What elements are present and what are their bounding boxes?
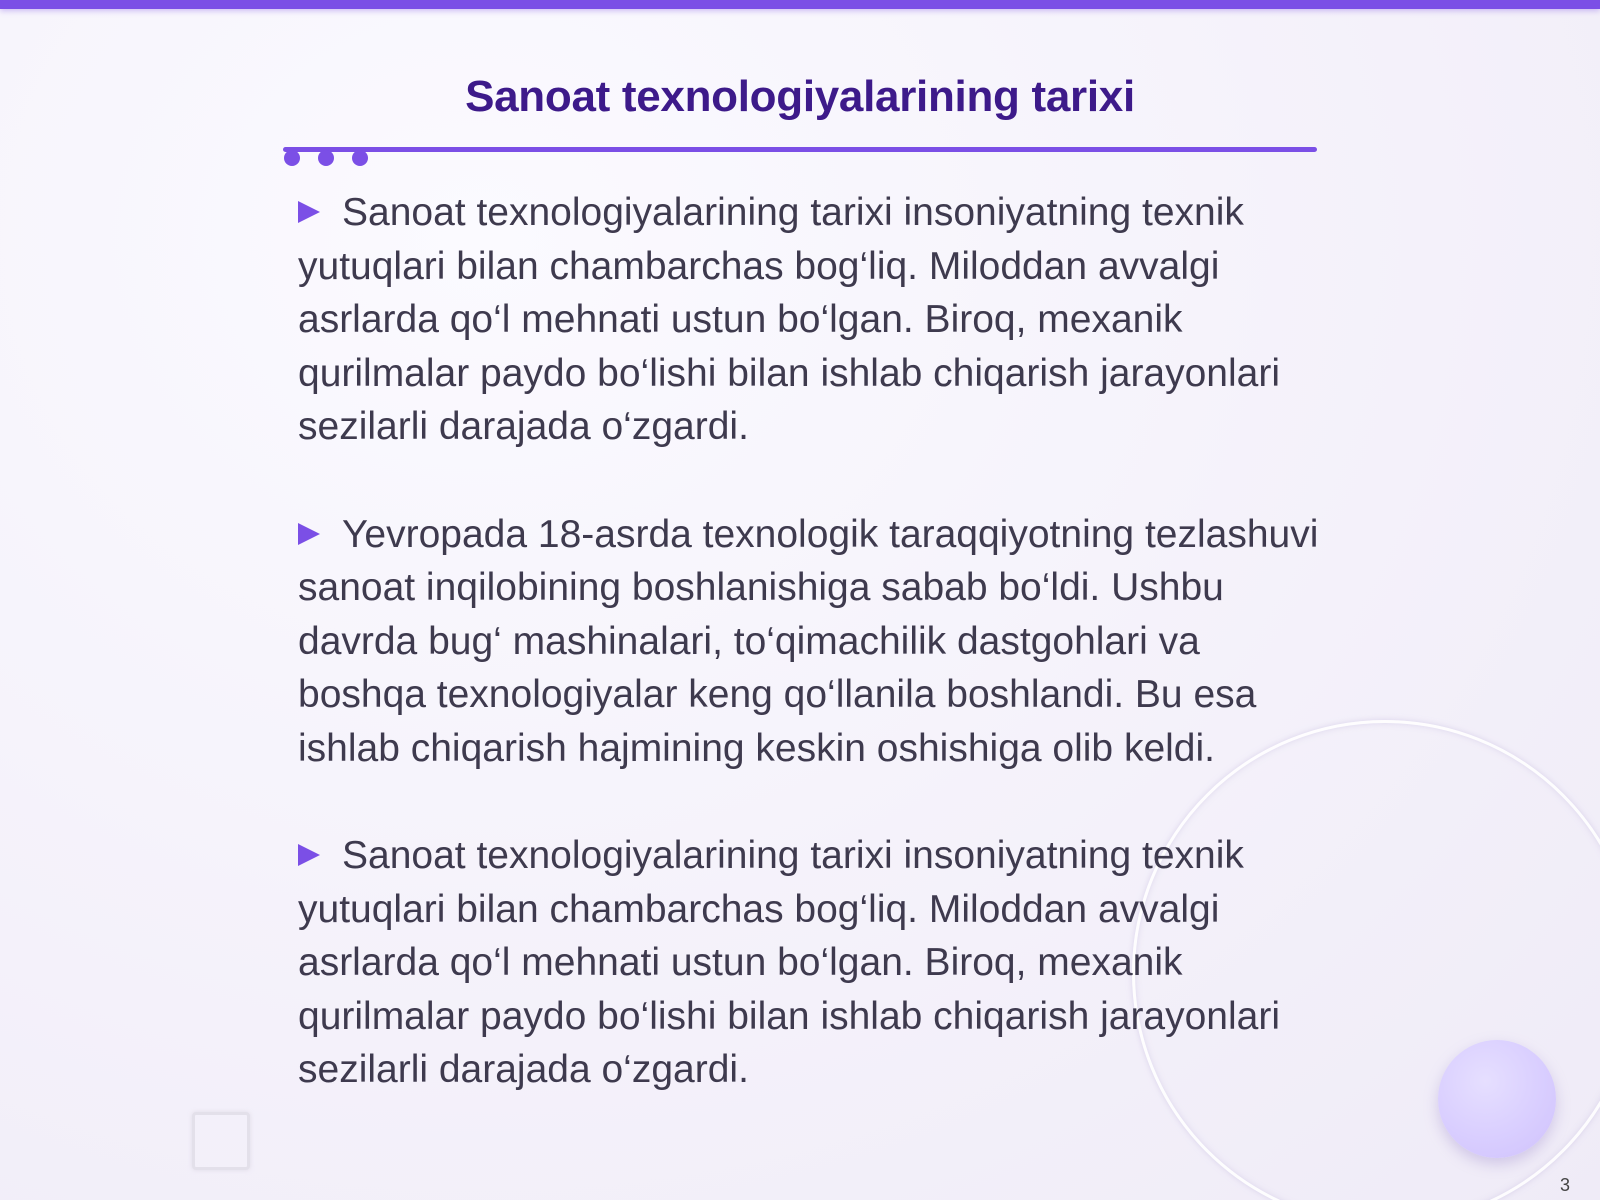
triangle-bullet-icon (298, 523, 320, 545)
paragraph-text: Sanoat texnologiyalarining tarixi insoniyatning texnik yutuqlari bilan chambarchas bog‘liq. Miloddan avvalgi asrlarda qo‘l mehnati ustun bo‘lgan. Biroq, mexanik qurilmalar paydo bo‘lishi bilan ishlab chiqarish jarayonlari sezilarli darajada o‘zgardi. (298, 834, 1281, 1091)
bullet-list (298, 186, 1328, 1151)
top-accent-bar (0, 0, 1600, 9)
slide-title: Sanoat texnologiyalarining tarixi (465, 72, 1135, 121)
title-underline (283, 147, 1317, 152)
underline-dot (318, 150, 334, 166)
page-number: 3 (1559, 1175, 1570, 1195)
bullet-paragraph (298, 829, 1328, 1097)
paragraph-text: Sanoat texnologiyalarining tarixi insoniyatning texnik yutuqlari bilan chambarchas bog‘liq. Miloddan avvalgi asrlarda qo‘l mehnati ustun bo‘lgan. Biroq, mexanik qurilmalar paydo bo‘lishi bilan ishlab chiqarish jarayonlari sezilarli darajada o‘zgardi. (298, 191, 1281, 448)
underline-dot (352, 150, 368, 166)
bullet-paragraph (298, 186, 1328, 454)
paragraph-text: Yevropada 18-asrda texnologik taraqqiyotning tezlashuvi sanoat inqilobining boshlanishiga sabab bo‘ldi. Ushbu davrda bug‘ mashinalari, to‘qimachilik dastgohlari va boshqa texnologiyalar keng qo‘llanila boshlandi. Bu esa ishlab chiqarish hajmining keskin oshishiga olib keldi. (298, 512, 1319, 770)
decorative-square (192, 1112, 250, 1170)
bullet-paragraph (298, 508, 1328, 776)
triangle-bullet-icon (298, 201, 320, 223)
triangle-bullet-icon (298, 844, 320, 866)
decorative-circle (1438, 1040, 1556, 1158)
underline-dot (284, 150, 300, 166)
